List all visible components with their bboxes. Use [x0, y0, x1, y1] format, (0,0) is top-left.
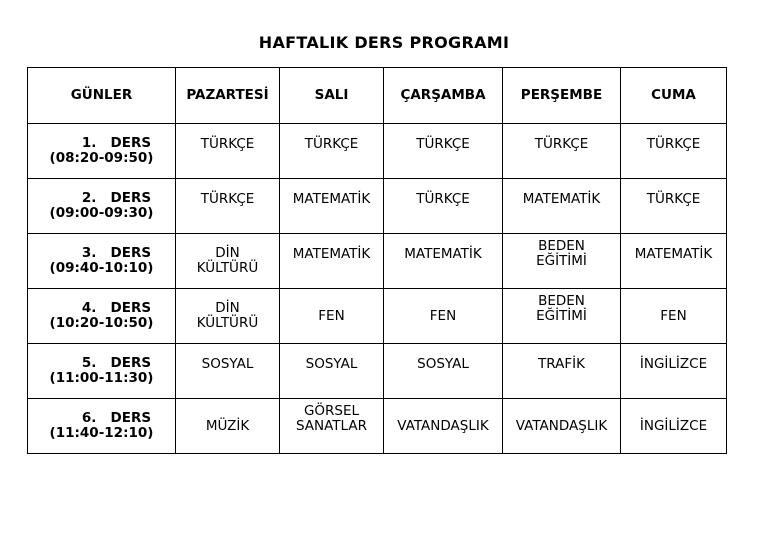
period-label: 1. DERS	[81, 135, 152, 151]
lesson-label: İNGİLİZCE	[639, 417, 708, 434]
lesson-cell	[384, 344, 503, 399]
lesson-cell	[621, 124, 727, 179]
period-label: 2. DERS	[81, 190, 152, 206]
header-row	[28, 68, 727, 124]
lesson-cell	[503, 124, 621, 179]
period-cell	[28, 179, 176, 234]
lesson-label: TÜRKÇE	[646, 190, 701, 207]
lesson-cell	[384, 289, 503, 344]
lesson-cell	[176, 399, 280, 454]
table-row	[28, 399, 727, 454]
lesson-cell	[384, 124, 503, 179]
lesson-label: MATEMATİK	[404, 245, 482, 262]
period-label: 5. DERS	[81, 355, 152, 371]
lesson-label: BEDEN EĞİTİMİ	[536, 293, 587, 324]
lesson-cell	[280, 289, 384, 344]
period-time: (11:40-12:10)	[49, 425, 154, 441]
lesson-cell	[176, 344, 280, 399]
period-label: 4. DERS	[81, 300, 152, 316]
period-label: 3. DERS	[81, 245, 152, 261]
lesson-label: SOSYAL	[201, 355, 254, 372]
header-friday: CUMA	[621, 68, 727, 124]
period-cell	[28, 344, 176, 399]
lesson-label: FEN	[318, 307, 345, 324]
lesson-label: MATEMATİK	[292, 245, 371, 262]
header-days: GÜNLER	[28, 68, 176, 124]
lesson-label: TÜRKÇE	[200, 135, 255, 152]
lesson-cell	[503, 399, 621, 454]
lesson-cell	[280, 179, 384, 234]
lesson-label: VATANDAŞLIK	[515, 417, 608, 434]
period-time: (08:20-09:50)	[49, 150, 154, 166]
lesson-cell	[621, 179, 727, 234]
lesson-label: FEN	[429, 307, 457, 324]
lesson-cell	[503, 234, 621, 289]
lesson-label: GÖRSEL SANATLAR	[295, 403, 368, 434]
period-cell	[28, 234, 176, 289]
period-time: (09:40-10:10)	[49, 260, 154, 276]
lesson-cell	[384, 399, 503, 454]
lesson-label: İNGİLİZCE	[639, 355, 708, 372]
lesson-label: SOSYAL	[305, 355, 358, 372]
lesson-label: MÜZİK	[205, 417, 250, 434]
lesson-cell	[503, 289, 621, 344]
lesson-cell	[621, 234, 727, 289]
lesson-cell	[503, 179, 621, 234]
lesson-cell	[621, 289, 727, 344]
lesson-cell	[621, 344, 727, 399]
lesson-label: TÜRKÇE	[646, 135, 701, 152]
period-label: 6. DERS	[81, 410, 152, 426]
lesson-label: DİN KÜLTÜRÜ	[196, 300, 259, 331]
lesson-cell	[384, 179, 503, 234]
lesson-cell	[176, 124, 280, 179]
lesson-label: TÜRKÇE	[304, 135, 359, 152]
schedule-table	[27, 67, 727, 454]
lesson-label: BEDEN EĞİTİMİ	[536, 238, 587, 269]
lesson-label: TRAFİK	[538, 355, 585, 372]
lesson-cell	[176, 289, 280, 344]
period-cell	[28, 124, 176, 179]
lesson-cell	[384, 234, 503, 289]
lesson-cell	[280, 234, 384, 289]
lesson-label: TÜRKÇE	[416, 190, 470, 207]
table-row	[28, 179, 727, 234]
lesson-label: SOSYAL	[417, 355, 469, 372]
header-monday: PAZARTESİ	[176, 68, 280, 124]
period-cell	[28, 289, 176, 344]
lesson-label: TÜRKÇE	[534, 135, 589, 152]
lesson-label: FEN	[660, 307, 687, 324]
header-tuesday: SALI	[280, 68, 384, 124]
lesson-label: MATEMATİK	[634, 245, 713, 262]
header-wednesday: ÇARŞAMBA	[384, 68, 503, 124]
page-title: HAFTALIK DERS PROGRAMI	[258, 33, 510, 52]
lesson-cell	[621, 399, 727, 454]
table-row	[28, 234, 727, 289]
lesson-cell	[176, 234, 280, 289]
period-time: (11:00-11:30)	[49, 370, 154, 386]
lesson-label: DİN KÜLTÜRÜ	[196, 245, 259, 276]
lesson-cell	[280, 344, 384, 399]
header-thursday: PERŞEMBE	[503, 68, 621, 124]
lesson-label: TÜRKÇE	[416, 135, 470, 152]
lesson-label: VATANDAŞLIK	[397, 417, 489, 434]
period-cell	[28, 399, 176, 454]
table-row	[28, 124, 727, 179]
lesson-label: MATEMATİK	[292, 190, 371, 207]
lesson-cell	[503, 344, 621, 399]
table-row	[28, 289, 727, 344]
period-time: (09:00-09:30)	[49, 205, 154, 221]
period-time: (10:20-10:50)	[49, 315, 154, 331]
lesson-label: TÜRKÇE	[200, 190, 255, 207]
lesson-cell	[280, 124, 384, 179]
lesson-label: MATEMATİK	[522, 190, 601, 207]
lesson-cell	[176, 179, 280, 234]
lesson-cell	[280, 399, 384, 454]
table-row	[28, 344, 727, 399]
